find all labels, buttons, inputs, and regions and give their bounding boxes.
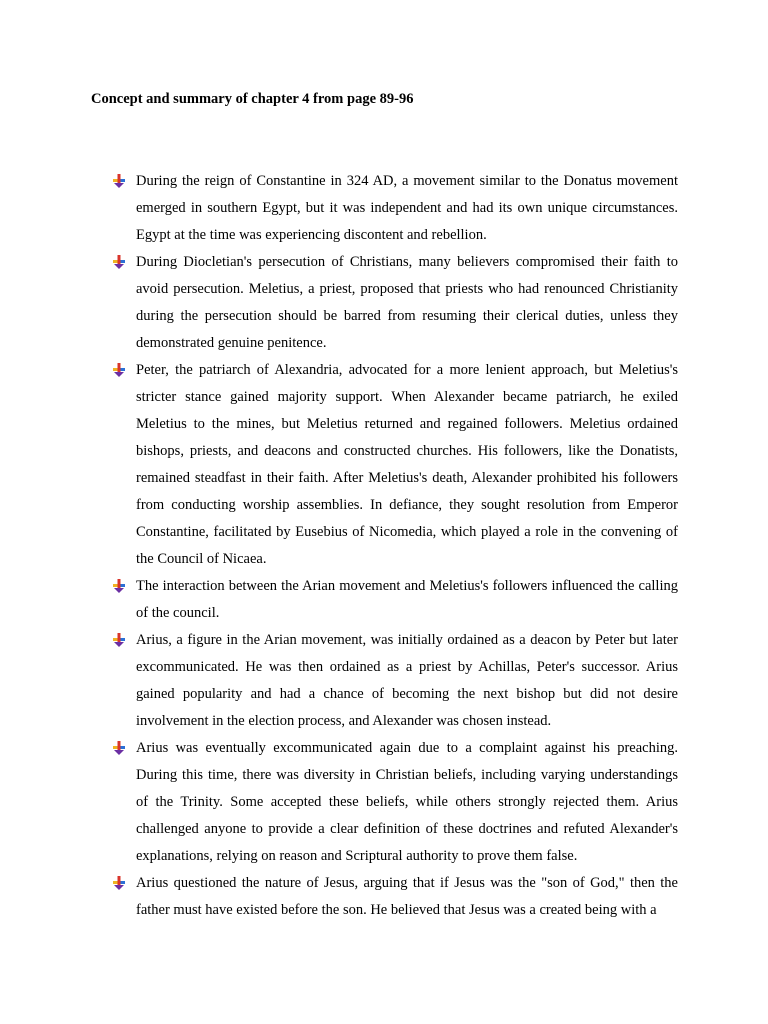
arrow-down-bullet-icon (112, 174, 126, 188)
bullet-item (110, 573, 678, 627)
page-title: Concept and summary of chapter 4 from page 89-96 (91, 91, 414, 107)
arrow-down-bullet-icon (112, 255, 126, 269)
bullet-item (110, 168, 678, 249)
bullet-text: Arius, a figure in the Arian movement, was initially ordained as a deacon by Peter but later excommunicated. He was then ordained as a priest by Achillas, Peter's successor. Arius gained popularity and had a chance of becoming the next bishop but did not desire involvement in the election process, and Alexander was chosen instead. (136, 632, 678, 729)
arrow-down-bullet-icon (112, 363, 126, 377)
arrow-down-bullet-icon (112, 876, 126, 890)
bullet-text: During the reign of Constantine in 324 AD, a movement similar to the Donatus movement emerged in southern Egypt, but it was independent and had its own unique circumstances. Egypt at the time was experiencing discontent and rebellion. (136, 173, 678, 243)
arrow-down-bullet-icon (112, 579, 126, 593)
bullet-item (110, 735, 678, 870)
bullet-item (110, 249, 678, 357)
bullet-text: The interaction between the Arian movement and Meletius's followers influenced the calling of the council. (136, 578, 678, 621)
arrow-down-bullet-icon (112, 741, 126, 755)
bullet-list (110, 168, 678, 924)
bullet-text: Arius questioned the nature of Jesus, arguing that if Jesus was the "son of God," then the father must have existed before the son. He believed that Jesus was a created being with a (136, 875, 678, 918)
bullet-text: During Diocletian's persecution of Christians, many believers compromised their faith to avoid persecution. Meletius, a priest, proposed that priests who had renounced Christianity during the persecution should be barred from resuming their clerical duties, unless they demonstrated genuine penitence. (136, 254, 678, 351)
arrow-down-bullet-icon (112, 633, 126, 647)
bullet-item (110, 870, 678, 924)
bullet-item (110, 357, 678, 573)
bullet-text: Peter, the patriarch of Alexandria, advocated for a more lenient approach, but Meletius's stricter stance gained majority support. When Alexander became patriarch, he exiled Meletius to the mines, but Meletius returned and regained followers. Meletius ordained bishops, priests, and deacons and constructed churches. His followers, like the Donatists, remained steadfast in their faith. After Meletius's death, Alexander prohibited his followers from conducting worship assemblies. In defiance, they sought resolution from Emperor Constantine, facilitated by Eusebius of Nicomedia, which played a role in the convening of the Council of Nicaea. (136, 362, 678, 567)
bullet-item (110, 627, 678, 735)
bullet-text: Arius was eventually excommunicated again due to a complaint against his preaching. During this time, there was diversity in Christian beliefs, including varying understandings of the Trinity. Some accepted these beliefs, while others strongly rejected them. Arius challenged anyone to provide a clear definition of these doctrines and refuted Alexander's explanations, relying on reason and Scriptural authority to prove them false. (136, 740, 678, 864)
